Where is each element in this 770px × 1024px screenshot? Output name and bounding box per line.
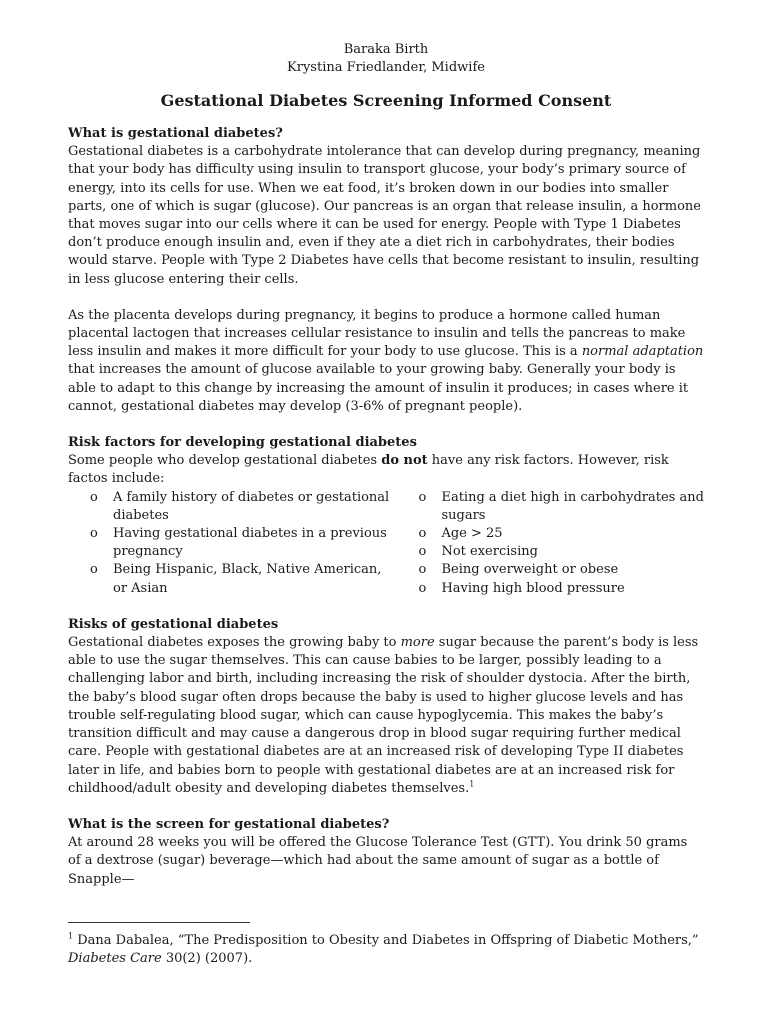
risks-text-a: Gestational diabetes exposes the growing baby to (68, 635, 401, 651)
intro-text-b: have any risk factors. However, risk factos include: (68, 453, 669, 487)
risks-emphasis: more (400, 635, 435, 651)
risk-factors-right-column (396, 489, 704, 598)
section-risks-paragraph (68, 634, 704, 798)
section-heading-risks: Risks of gestational diabetes (68, 616, 279, 632)
footnote-journal: Diabetes Care (68, 951, 162, 967)
list-item: o Being Hispanic, Black, Native American, or Asian (90, 561, 396, 597)
list-item: o Age > 25 (418, 525, 704, 543)
footnote-text: Dana Dabalea, “The Predisposition to Obesity and Diabetes in Offspring of Diabetic Mothers,” (73, 933, 699, 948)
risk-factors-list (68, 489, 704, 598)
list-item: o Having gestational diabetes in a previous pregnancy (90, 525, 396, 561)
intro-strong: do not (381, 453, 428, 469)
footnote-divider (68, 922, 250, 923)
para2-emphasis: normal adaptation (581, 344, 704, 360)
list-item: o Being overweight or obese (418, 561, 704, 579)
risks-text-b: sugar because the parent’s body is less able to use the sugar themselves. This can cause babies to be larger, possibly leading to a challenging labor and birth, including increasing the risk of shoulder dystocia. After the birth, the baby’s blood sugar often drops because the baby is used to higher glucose levels and has trouble self-regulating blood sugar, which can cause hypoglycemia. This makes the baby’s transition difficult and may cause a dangerous drop in blood sugar requiring further medical care. People with gestational diabetes are at an increased risk of developing Type II diabetes later in life, and babies born to people with gestational diabetes are at an increased risk for childhood/adult obesity and developing diabetes themselves. (68, 635, 699, 796)
section-heading-what-is: What is gestational diabetes? (68, 126, 283, 141)
practice-name: Baraka Birth (343, 42, 429, 57)
footnote-number: 1 (68, 931, 74, 941)
intro-text-a: Some people who develop gestational diabetes (68, 453, 382, 469)
risk-factors-intro (68, 452, 704, 488)
section-what-is-paragraph-2 (68, 307, 704, 416)
midwife-name: Krystina Friedlander, Midwife (287, 60, 485, 75)
document-title: Gestational Diabetes Screening Informed Consent (160, 91, 612, 110)
list-item: o A family history of diabetes or gestational diabetes (90, 489, 396, 525)
section-heading-risk-factors: Risk factors for developing gestational diabetes (68, 435, 417, 451)
footnote-reference[interactable]: 1 (469, 779, 475, 789)
section-heading-screen: What is the screen for gestational diabetes? (68, 816, 390, 832)
list-item: o Not exercising (418, 543, 704, 561)
para2-text-a: As the placenta develops during pregnancy, it begins to produce a hormone called human placental lactogen that increases cellular resistance to insulin and tells the pancreas to make less insulin and makes it more difficult for your body to use glucose. This is a (68, 307, 686, 360)
list-item: o Eating a diet high in carbohydrates and sugars (418, 489, 704, 525)
document-header (68, 41, 704, 77)
risk-factors-left-column (68, 489, 396, 598)
section-what-is-paragraph-1: Gestational diabetes is a carbohydrate intolerance that can develop during pregnancy, meaning that your body has difficulty using insulin to transport glucose, your body’s primary source of energy, into its cells for use. When we eat food, it’s broken down in our bodies into smaller parts, one of which is sugar (glucose). Our pancreas is an organ that release insulin, a hormone that moves sugar into our cells where it can be used for energy. People with Type 1 Diabetes don’t produce enough insulin and, even if they ate a diet rich in carbohydrates, their bodies would starve. People with Type 2 Diabetes have cells that become resistant to insulin, resulting in less glucose entering their cells. (68, 144, 701, 287)
footnote (68, 932, 708, 968)
footnote-citation: 30(2) (2007). (161, 951, 253, 967)
para2-text-b: that increases the amount of glucose available to your growing baby. Generally your body is able to adapt to this change by increasing the amount of insulin it produces; in cases where it cannot, gestational diabetes may develop (3-6% of pregnant people). (68, 362, 689, 414)
section-screen-paragraph: At around 28 weeks you will be offered the Glucose Tolerance Test (GTT). You drink 50 grams of a dextrose (sugar) beverage—which had about the same amount of sugar as a bottle of Snapple— (68, 835, 688, 887)
list-item: o Having high blood pressure (418, 580, 704, 598)
